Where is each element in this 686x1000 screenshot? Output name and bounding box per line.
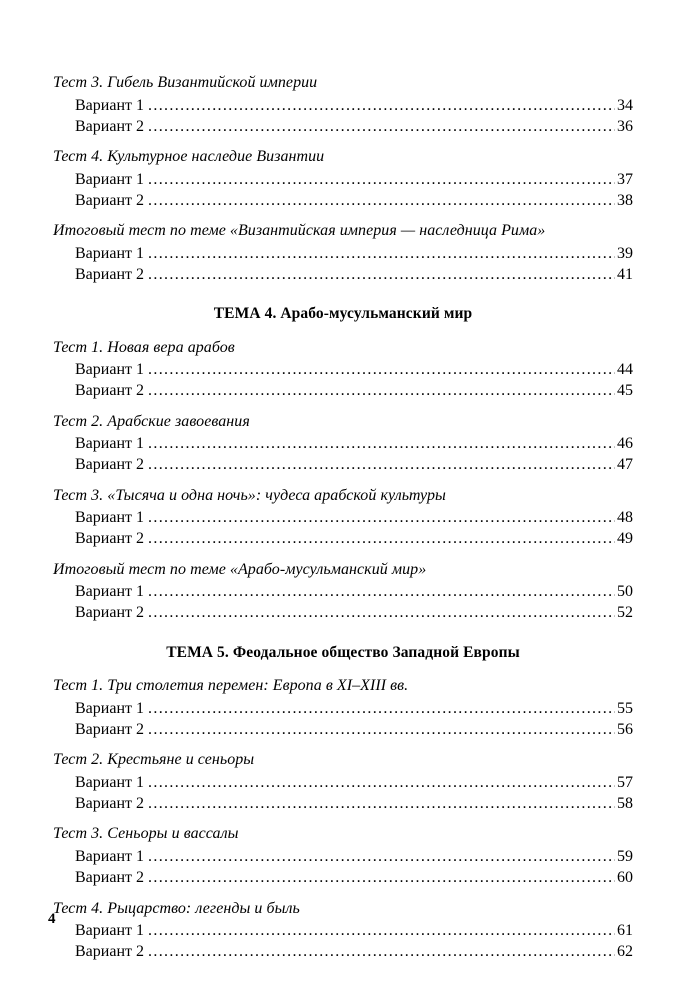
toc-entry-page: 52 — [617, 604, 633, 622]
toc-entry-label: Вариант 1 — [75, 244, 144, 262]
dot-leader — [148, 944, 615, 960]
dot-leader — [148, 849, 615, 865]
theme-heading: ТЕМА 4. Арабо-мусульманский мир — [213, 305, 473, 323]
dot-leader — [148, 584, 615, 600]
test-title: Итоговый тест по теме «Арабо-мусульманский мир» — [53, 560, 427, 578]
test-title: Тест 2. Крестьяне и сеньоры — [53, 751, 255, 769]
dot-leader — [148, 457, 615, 473]
toc-entry-page: 59 — [617, 848, 633, 866]
toc-entry-label: Вариант 2 — [75, 604, 144, 622]
toc-entry[interactable] — [75, 264, 633, 285]
toc-entry-label: Вариант 2 — [75, 191, 144, 209]
test-title: Тест 4. Культурное наследие Византии — [53, 148, 325, 166]
toc-entry-page: 37 — [617, 170, 633, 188]
test-title: Тест 1. Новая вера арабов — [53, 338, 235, 356]
toc-entry[interactable] — [75, 847, 633, 868]
toc-entry-page: 56 — [617, 720, 633, 738]
dot-leader — [148, 362, 615, 378]
toc-entry[interactable] — [75, 921, 633, 942]
toc-entry[interactable] — [75, 455, 633, 476]
toc-entry[interactable] — [75, 582, 633, 603]
dot-leader — [148, 775, 615, 791]
table-of-contents — [53, 72, 633, 963]
theme-heading: ТЕМА 5. Феодальное общество Западной Европы — [166, 643, 520, 661]
toc-entry[interactable] — [75, 360, 633, 381]
toc-entry[interactable] — [75, 868, 633, 889]
toc-entry[interactable] — [75, 793, 633, 814]
toc-entry-label: Вариант 2 — [75, 720, 144, 738]
toc-entry-label: Вариант 1 — [75, 699, 144, 717]
dot-leader — [148, 119, 615, 135]
dot-leader — [148, 510, 615, 526]
dot-leader — [148, 870, 615, 886]
dot-leader — [148, 172, 615, 188]
toc-entry-label: Вариант 2 — [75, 943, 144, 961]
toc-entry[interactable] — [75, 508, 633, 529]
dot-leader — [148, 246, 615, 262]
dot-leader — [148, 193, 615, 209]
toc-entry-page: 57 — [617, 773, 633, 791]
test-title: Тест 3. Сеньоры и вассалы — [53, 825, 239, 843]
page-number: 4 — [48, 911, 56, 927]
toc-entry-label: Вариант 2 — [75, 117, 144, 135]
toc-entry-label: Вариант 2 — [75, 794, 144, 812]
toc-entry-page: 48 — [617, 509, 633, 527]
toc-entry-page: 60 — [617, 869, 633, 887]
test-title: Итоговый тест по теме «Византийская империя — наследница Рима» — [53, 222, 546, 240]
toc-entry[interactable] — [75, 942, 633, 963]
toc-entry-page: 49 — [617, 530, 633, 548]
toc-entry-label: Вариант 2 — [75, 456, 144, 474]
toc-entry[interactable] — [75, 719, 633, 740]
toc-entry-label: Вариант 2 — [75, 265, 144, 283]
dot-leader — [148, 98, 615, 114]
toc-entry-label: Вариант 1 — [75, 361, 144, 379]
toc-entry-page: 50 — [617, 583, 633, 601]
toc-entry-label: Вариант 2 — [75, 869, 144, 887]
toc-entry[interactable] — [75, 698, 633, 719]
test-title: Тест 2. Арабские завоевания — [53, 412, 250, 430]
test-title: Тест 1. Три столетия перемен: Европа в XI–XIII вв. — [53, 677, 409, 695]
toc-entry-page: 61 — [617, 922, 633, 940]
toc-entry[interactable] — [75, 381, 633, 402]
toc-entry-page: 39 — [617, 244, 633, 262]
test-title: Тест 3. Гибель Византийской империи — [53, 74, 318, 91]
dot-leader — [148, 701, 615, 717]
toc-entry[interactable] — [75, 603, 633, 624]
toc-entry-label: Вариант 1 — [75, 922, 144, 940]
toc-entry[interactable] — [75, 190, 633, 211]
dot-leader — [148, 923, 615, 939]
test-title: Тест 3. «Тысяча и одна ночь»: чудеса арабской культуры — [53, 486, 446, 504]
toc-entry-label: Вариант 2 — [75, 382, 144, 400]
toc-entry[interactable] — [75, 434, 633, 455]
toc-entry-page: 45 — [617, 382, 633, 400]
toc-entry-page: 46 — [617, 435, 633, 453]
dot-leader — [148, 267, 615, 283]
toc-entry-page: 44 — [617, 361, 633, 379]
dot-leader — [148, 436, 615, 452]
toc-entry-label: Вариант 1 — [75, 583, 144, 601]
toc-entry-page: 34 — [617, 96, 633, 114]
toc-entry-page: 62 — [617, 943, 633, 961]
toc-entry-label: Вариант 1 — [75, 509, 144, 527]
toc-entry-page: 38 — [617, 191, 633, 209]
toc-entry-page: 47 — [617, 456, 633, 474]
dot-leader — [148, 531, 615, 547]
toc-entry-label: Вариант 1 — [75, 96, 144, 114]
toc-entry-page: 58 — [617, 794, 633, 812]
toc-entry[interactable] — [75, 116, 633, 137]
toc-entry-label: Вариант 2 — [75, 530, 144, 548]
toc-entry-label: Вариант 1 — [75, 848, 144, 866]
dot-leader — [148, 722, 615, 738]
toc-entry[interactable] — [75, 243, 633, 264]
toc-entry[interactable] — [75, 529, 633, 550]
dot-leader — [148, 605, 615, 621]
toc-entry-label: Вариант 1 — [75, 773, 144, 791]
toc-entry[interactable] — [75, 169, 633, 190]
test-title: Тест 4. Рыцарство: легенды и быль — [53, 899, 300, 917]
dot-leader — [148, 796, 615, 812]
toc-entry-page: 36 — [617, 117, 633, 135]
toc-entry-page: 55 — [617, 699, 633, 717]
toc-entry-label: Вариант 1 — [75, 170, 144, 188]
toc-entry[interactable] — [75, 772, 633, 793]
dot-leader — [148, 383, 615, 399]
toc-entry[interactable] — [75, 95, 633, 116]
toc-entry-label: Вариант 1 — [75, 435, 144, 453]
toc-entry-page: 41 — [617, 265, 633, 283]
